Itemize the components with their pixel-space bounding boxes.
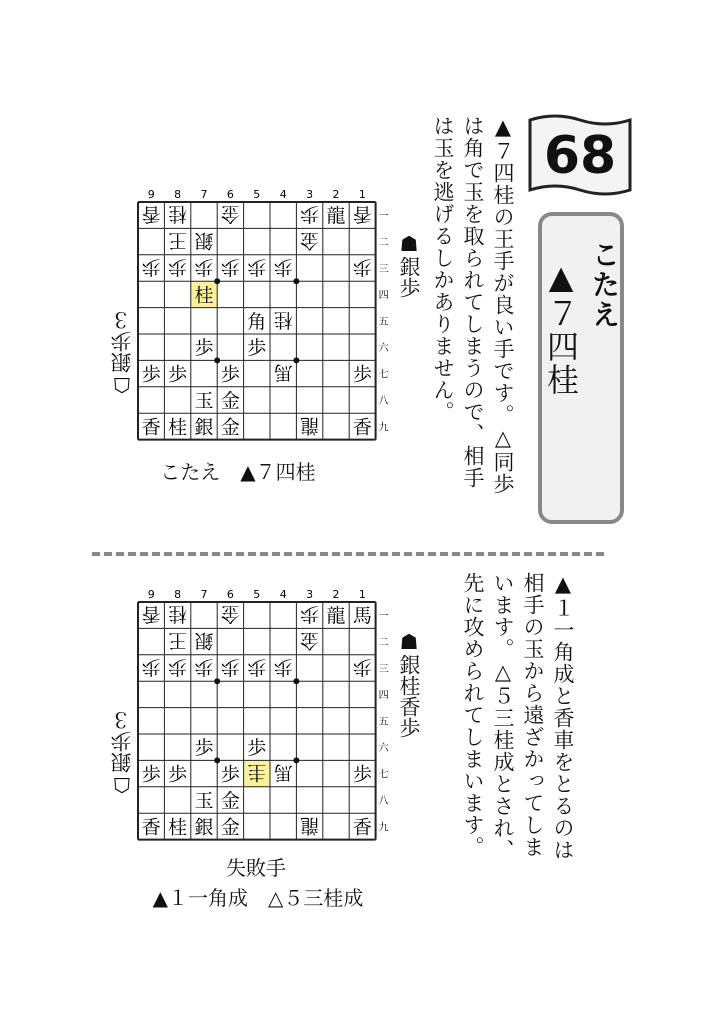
gote-piece: 歩 (194, 256, 214, 278)
sente-piece: 銀 (194, 816, 214, 839)
gote-piece: 桂 (273, 308, 293, 331)
gote-piece: 桂 (168, 603, 188, 626)
caption-failure-moves: ▲１一角成 △５三桂成 (152, 886, 364, 910)
file-label: 3 (306, 188, 314, 201)
file-label: 4 (279, 188, 287, 201)
gote-piece: 香 (141, 203, 161, 226)
rank-label: 八 (378, 796, 389, 807)
star-point (293, 357, 299, 363)
explanation-bottom-line: 先に攻められてしまいます。 (461, 572, 485, 858)
gote-piece: 歩 (300, 603, 320, 626)
rank-label: 九 (378, 822, 389, 834)
gote-piece: 銀 (194, 629, 214, 652)
gote-piece: 歩 (247, 256, 267, 278)
sente-piece: 香 (352, 416, 372, 439)
gote-piece: 王 (168, 629, 188, 652)
sente-piece: 桂 (168, 416, 188, 439)
caption-failure-title: 失敗手 (226, 856, 286, 880)
rank-label: 四 (378, 690, 389, 702)
sente-piece: 龍 (326, 205, 346, 228)
rank-label: 七 (378, 369, 389, 381)
shogi-board-failure (138, 588, 389, 842)
rank-label: 九 (378, 422, 389, 434)
problem-number-flag (527, 112, 633, 198)
file-label: 9 (147, 588, 155, 601)
gote-piece: 龍 (300, 814, 320, 837)
rank-label: 三 (378, 664, 389, 675)
gote-piece: 歩 (141, 256, 161, 278)
file-label: 7 (200, 188, 208, 201)
rank-label: 七 (378, 769, 389, 781)
rank-label: 二 (378, 637, 389, 649)
gote-piece: 歩 (141, 656, 161, 678)
sente-piece: 香 (141, 816, 161, 839)
explanation-bottom-line: います。△５三桂成とされ、 (491, 572, 515, 861)
gote-piece: 銀 (194, 229, 214, 252)
answer-label: こたえ (588, 240, 621, 330)
sente-piece: 歩 (141, 763, 161, 786)
gote-piece: 歩 (300, 203, 320, 226)
sente-piece: 馬 (352, 605, 372, 628)
rank-label: 六 (378, 743, 389, 755)
rank-label: 一 (378, 611, 389, 623)
sente-piece: 歩 (194, 737, 214, 760)
sente-piece: 金 (220, 790, 240, 812)
gote-piece: 金 (300, 229, 320, 252)
gote-piece: 歩 (352, 656, 372, 678)
star-point (214, 678, 220, 684)
sente-piece: 歩 (352, 763, 372, 786)
sente-piece: 歩 (247, 737, 267, 760)
gote-piece: 香 (141, 603, 161, 626)
sente-piece: 歩 (247, 337, 267, 360)
gote-piece: 香 (352, 203, 372, 226)
answer-box (538, 212, 624, 524)
section-divider (92, 552, 604, 556)
gote-piece: 歩 (273, 656, 293, 678)
file-label: 8 (174, 188, 182, 201)
gote-piece: 歩 (273, 256, 293, 278)
shogi-board-answer (138, 188, 389, 442)
file-label: 5 (253, 188, 261, 201)
gote-piece: 歩 (247, 656, 267, 678)
sente-piece: 玉 (194, 390, 214, 412)
file-label: 6 (226, 588, 234, 601)
file-label: 1 (358, 188, 366, 201)
rank-label: 六 (378, 343, 389, 355)
problem-number: 68 (543, 126, 617, 186)
sente-piece: 金 (220, 416, 240, 439)
sente-piece: 桂 (194, 284, 214, 307)
gote-piece: 馬 (273, 361, 293, 384)
explanation-top-line: は玉を逃げるしかありません。 (431, 115, 455, 423)
gote-piece: 歩 (220, 256, 240, 278)
file-label: 8 (174, 588, 182, 601)
rank-label: 八 (378, 396, 389, 407)
gote-piece: 圭 (247, 761, 267, 784)
star-point (214, 357, 220, 363)
answer-move: ▲７四桂 (542, 258, 580, 396)
gote-piece: 馬 (273, 761, 293, 784)
file-label: 6 (226, 188, 234, 201)
explanation-top (428, 115, 518, 535)
file-label: 3 (306, 588, 314, 601)
file-label: 1 (358, 588, 366, 601)
file-label: 4 (279, 588, 287, 601)
gote-piece: 歩 (168, 256, 188, 278)
gote-hand-answer: ☖銀歩３ (110, 310, 134, 397)
gote-piece: 歩 (352, 256, 372, 278)
sente-piece: 歩 (220, 763, 240, 786)
sente-piece: 桂 (168, 816, 188, 839)
file-label: 2 (332, 588, 340, 601)
gote-piece: 歩 (168, 656, 188, 678)
rank-label: 四 (378, 290, 389, 302)
caption-answer: こたえ ▲７四桂 (160, 460, 316, 484)
rank-label: 一 (378, 211, 389, 223)
sente-hand-failure: ☗銀桂香歩 (397, 630, 421, 738)
sente-piece: 歩 (220, 363, 240, 386)
gote-piece: 金 (300, 629, 320, 652)
explanation-bottom-line: ▲１一角成と香車をとるのは (551, 572, 575, 861)
explanation-bottom-line: 相手の玉から遠ざかってしま (521, 572, 545, 858)
star-point (293, 678, 299, 684)
sente-piece: 金 (220, 390, 240, 412)
sente-piece: 龍 (326, 605, 346, 628)
sente-piece: 歩 (194, 337, 214, 360)
gote-hand-failure: ☖銀歩３ (110, 710, 134, 797)
sente-piece: 歩 (168, 363, 188, 386)
sente-piece: 玉 (194, 790, 214, 812)
rank-label: 五 (378, 716, 389, 728)
sente-piece: 銀 (194, 416, 214, 439)
gote-piece: 金 (220, 203, 240, 226)
rank-label: 五 (378, 316, 389, 328)
file-label: 5 (253, 588, 261, 601)
gote-piece: 歩 (194, 656, 214, 678)
star-point (214, 757, 220, 763)
sente-piece: 歩 (168, 763, 188, 786)
gote-piece: 龍 (300, 414, 320, 437)
star-point (214, 278, 220, 284)
sente-piece: 歩 (141, 363, 161, 386)
sente-piece: 香 (352, 816, 372, 839)
gote-piece: 歩 (220, 656, 240, 678)
explanation-top-line: ▲７四桂の王手が良い手です。△同歩 (491, 115, 515, 495)
sente-piece: 香 (141, 416, 161, 439)
file-label: 9 (147, 188, 155, 201)
sente-piece: 角 (247, 310, 267, 333)
sente-hand-answer: ☗銀歩 (397, 232, 421, 298)
explanation-bottom (458, 572, 578, 892)
explanation-top-line: は角で玉を取られてしまうので、相手 (461, 115, 485, 489)
star-point (293, 278, 299, 284)
file-label: 2 (332, 188, 340, 201)
rank-label: 三 (378, 264, 389, 275)
gote-piece: 金 (220, 603, 240, 626)
sente-piece: 歩 (352, 363, 372, 386)
rank-label: 二 (378, 237, 389, 249)
file-label: 7 (200, 588, 208, 601)
sente-piece: 金 (220, 816, 240, 839)
gote-piece: 王 (168, 229, 188, 252)
star-point (293, 757, 299, 763)
gote-piece: 桂 (168, 203, 188, 226)
